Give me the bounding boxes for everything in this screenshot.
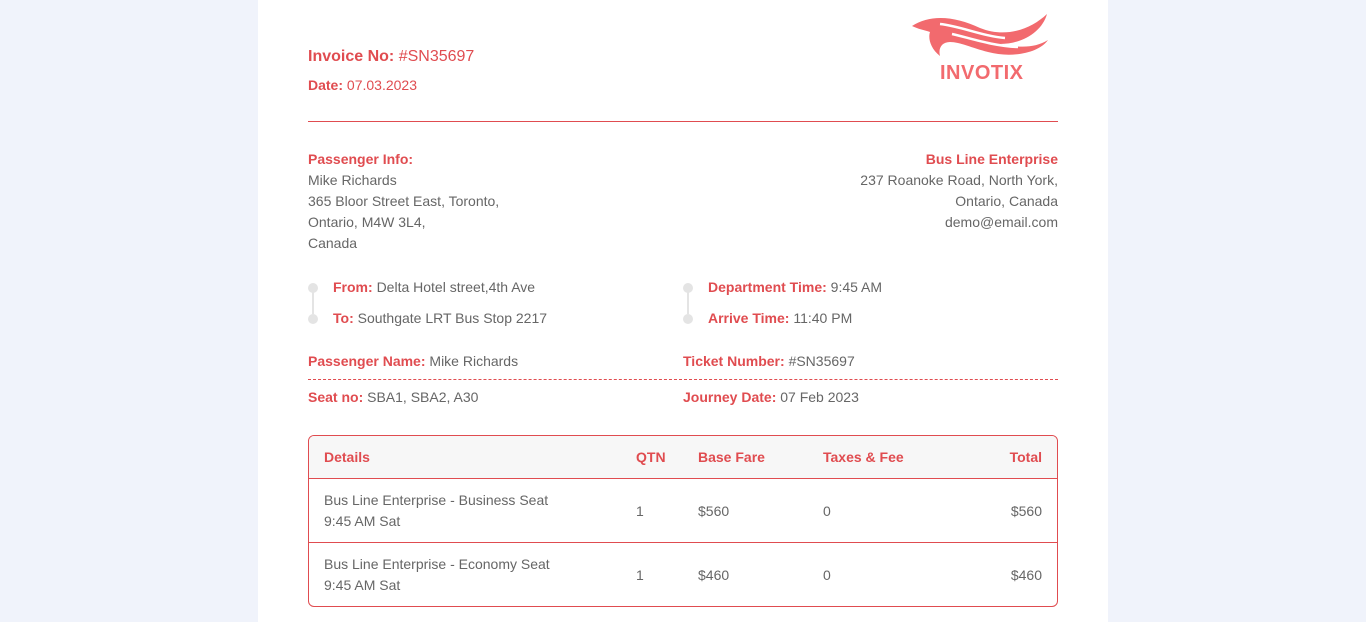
column-header-base-fare: Base Fare <box>698 449 765 465</box>
row-total-cell: $560 <box>1010 503 1042 519</box>
seat-number-label: Seat no: <box>308 389 364 405</box>
column-header-qtn: QTN <box>636 449 666 465</box>
row-taxes-cell: 0 <box>823 503 831 519</box>
route-end-dot <box>308 314 318 324</box>
route-from-value: Delta Hotel street,4th Ave <box>376 279 536 295</box>
row-details-cell <box>324 554 550 596</box>
column-header-taxes-fee: Taxes & Fee <box>823 449 904 465</box>
table-row <box>309 479 1057 543</box>
row-taxes-cell: 0 <box>823 567 831 583</box>
arrive-time <box>708 310 852 326</box>
ticket-divider <box>308 379 1058 380</box>
row-total-cell: $460 <box>1010 567 1042 583</box>
row-base-fare-cell: $560 <box>698 503 730 519</box>
route-to <box>333 310 547 326</box>
route-from <box>333 279 535 295</box>
passenger-info-line: Mike Richards <box>308 172 397 188</box>
fare-table-header <box>309 436 1057 479</box>
column-header-total: Total <box>1009 449 1042 465</box>
times-end-dot <box>683 314 693 324</box>
journey-date <box>683 389 859 405</box>
row-details-text: Bus Line Enterprise - Economy Seat <box>324 556 550 572</box>
invoice-date-value: 07.03.2023 <box>346 77 417 93</box>
ticket-number <box>683 353 855 369</box>
passenger-info-line: Ontario, M4W 3L4, <box>308 214 426 230</box>
passenger-info-block <box>308 149 499 254</box>
row-details-sub: 9:45 AM Sat <box>324 577 401 593</box>
company-address-line: 237 Roanoke Road, North York, <box>860 172 1058 188</box>
arrive-time-label: Arrive Time: <box>708 310 790 326</box>
brand-logo <box>910 12 1054 86</box>
times-block <box>683 279 1013 329</box>
route-to-label: To: <box>333 310 354 326</box>
company-email: demo@email.com <box>944 214 1058 230</box>
row-details-cell <box>324 490 548 532</box>
column-header-details: Details <box>324 449 370 465</box>
passenger-info-heading: Passenger Info: <box>308 151 414 167</box>
passenger-name-value: Mike Richards <box>429 353 519 369</box>
departure-time-value: 9:45 AM <box>830 279 883 295</box>
invoice-number-value: #SN35697 <box>398 48 475 65</box>
seat-number <box>308 389 478 405</box>
company-name: Bus Line Enterprise <box>925 151 1058 167</box>
invoice-number-label: Invoice No: <box>308 48 395 65</box>
journey-date-label: Journey Date: <box>683 389 777 405</box>
ticket-number-value: #SN35697 <box>788 353 855 369</box>
row-details-sub: 9:45 AM Sat <box>324 513 401 529</box>
departure-time-label: Department Time: <box>708 279 827 295</box>
route-connector <box>312 292 314 314</box>
wing-logo-icon <box>910 12 1054 62</box>
passenger-info-line: Canada <box>308 235 358 251</box>
brand-logo-text: INVOTIX <box>940 62 1024 84</box>
invoice-sheet <box>258 0 1108 622</box>
row-details-text: Bus Line Enterprise - Business Seat <box>324 492 549 508</box>
company-address-line: Ontario, Canada <box>955 193 1058 209</box>
row-qtn-cell: 1 <box>636 567 644 583</box>
invoice-number <box>308 48 474 66</box>
times-connector <box>687 292 689 314</box>
company-info-block <box>860 149 1058 233</box>
route-to-value: Southgate LRT Bus Stop 2217 <box>357 310 548 326</box>
passenger-info-line: 365 Bloor Street East, Toronto, <box>308 193 500 209</box>
route-block <box>308 279 638 329</box>
seat-number-value: SBA1, SBA2, A30 <box>367 389 479 405</box>
row-base-fare-cell: $460 <box>698 567 730 583</box>
invoice-date-label: Date: <box>308 77 344 93</box>
departure-time <box>708 279 882 295</box>
table-row <box>309 543 1057 607</box>
invoice-date <box>308 77 417 93</box>
passenger-name-label: Passenger Name: <box>308 353 426 369</box>
header-divider <box>308 121 1058 122</box>
route-from-label: From: <box>333 279 373 295</box>
row-qtn-cell: 1 <box>636 503 644 519</box>
journey-date-value: 07 Feb 2023 <box>780 389 859 405</box>
fare-table <box>308 435 1058 607</box>
passenger-name <box>308 353 518 369</box>
arrive-time-value: 11:40 PM <box>793 310 853 326</box>
ticket-number-label: Ticket Number: <box>683 353 785 369</box>
